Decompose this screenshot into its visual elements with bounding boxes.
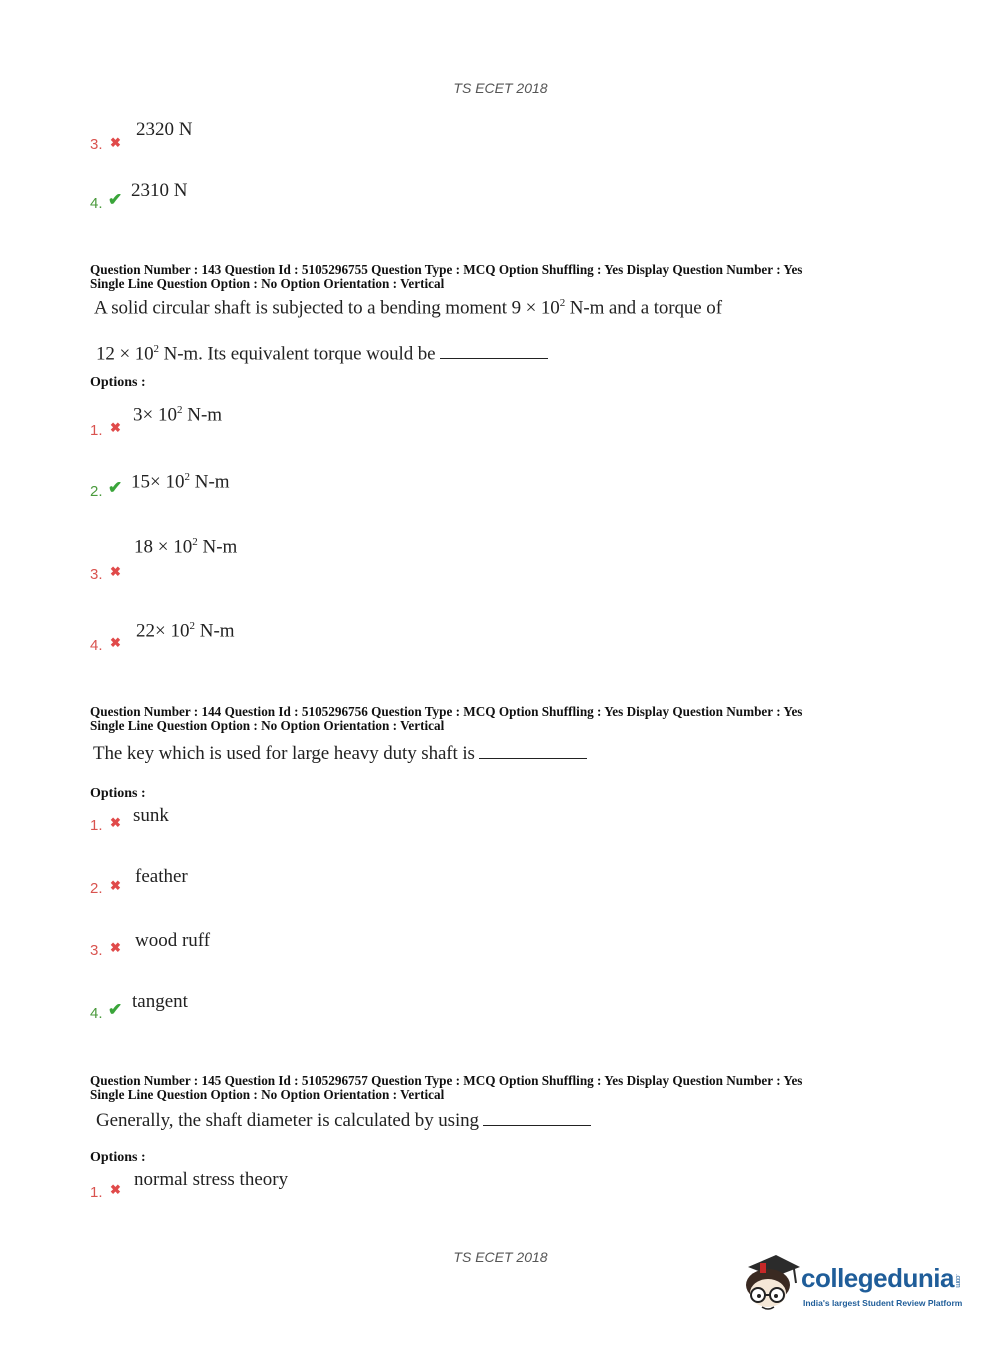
- cross-icon: ✖: [110, 564, 121, 579]
- answer-blank: [483, 1111, 591, 1126]
- options-label: Options :: [90, 1150, 146, 1165]
- brand-tagline: India's largest Student Review Platform: [803, 1298, 963, 1308]
- answer-blank: [440, 344, 548, 359]
- option-number: 4.: [90, 637, 103, 654]
- question-meta: Question Number : 143 Question Id : 5105296755 Question Type : MCQ Option Shuffling : Yes Display Question Number : Yes Single Line Question Option : No Option Orientation : Vertical: [90, 262, 803, 291]
- option-text: $22\times 10^2$ N-m: [136, 620, 235, 642]
- cross-icon: ✖: [110, 940, 121, 955]
- option-text: wood ruff: [135, 930, 211, 951]
- cross-icon: ✖: [110, 878, 121, 893]
- option-number: 2.: [90, 483, 103, 500]
- answer-blank: [479, 744, 587, 759]
- check-icon: ✔: [108, 1000, 123, 1019]
- option-text: feather: [135, 866, 188, 887]
- question-text: The key which is used for large heavy duty shaft is: [93, 743, 587, 765]
- cross-icon: ✖: [110, 135, 121, 150]
- option-text: $18 \times 10^2$ N-m: [134, 536, 238, 558]
- cross-icon: ✖: [110, 635, 121, 650]
- option-text: tangent: [132, 991, 188, 1012]
- question-text: Generally, the shaft diameter is calculated by using: [96, 1110, 591, 1132]
- option-number: 3.: [90, 566, 103, 583]
- question-meta: Question Number : 144 Question Id : 5105296756 Question Type : MCQ Option Shuffling : Yes Display Question Number : Yes Single Line Question Option : No Option Orientation : Vertical: [90, 704, 803, 733]
- option-number: 3.: [90, 136, 103, 153]
- page-header: TS ECET 2018: [453, 80, 548, 96]
- mascot-icon: [742, 1249, 802, 1319]
- check-icon: ✔: [108, 478, 123, 497]
- option-text: 2310 N: [131, 180, 188, 201]
- option-number: 4.: [90, 195, 103, 212]
- question-meta: Question Number : 145 Question Id : 5105296757 Question Type : MCQ Option Shuffling : Yes Display Question Number : Yes Single Line Question Option : No Option Orientation : Vertical: [90, 1073, 803, 1102]
- page-footer: TS ECET 2018: [453, 1249, 548, 1265]
- option-text: $3\times 10^2$ N-m: [133, 404, 223, 426]
- option-text: $15\times 10^2$ N-m: [131, 471, 230, 493]
- cross-icon: ✖: [110, 1182, 121, 1197]
- question-text-cont: $12 \times 10^2$ N-m. Its equivalent torque would be: [96, 343, 548, 365]
- option-text: sunk: [133, 805, 169, 826]
- brand-logo: collegedunia.com: [801, 1263, 961, 1293]
- option-number: 3.: [90, 942, 103, 959]
- option-number: 2.: [90, 880, 103, 897]
- option-number: 4.: [90, 1005, 103, 1022]
- options-label: Options :: [90, 786, 146, 801]
- cross-icon: ✖: [110, 815, 121, 830]
- option-number: 1.: [90, 817, 103, 834]
- check-icon: ✔: [108, 190, 123, 209]
- option-text: normal stress theory: [134, 1169, 289, 1190]
- question-text: A solid circular shaft is subjected to a bending moment $9 \times 10^2$ N-m and a torque of: [94, 297, 722, 319]
- option-number: 1.: [90, 422, 103, 439]
- option-text: 2320 N: [136, 119, 193, 140]
- cross-icon: ✖: [110, 420, 121, 435]
- options-label: Options :: [90, 375, 146, 390]
- option-number: 1.: [90, 1184, 103, 1201]
